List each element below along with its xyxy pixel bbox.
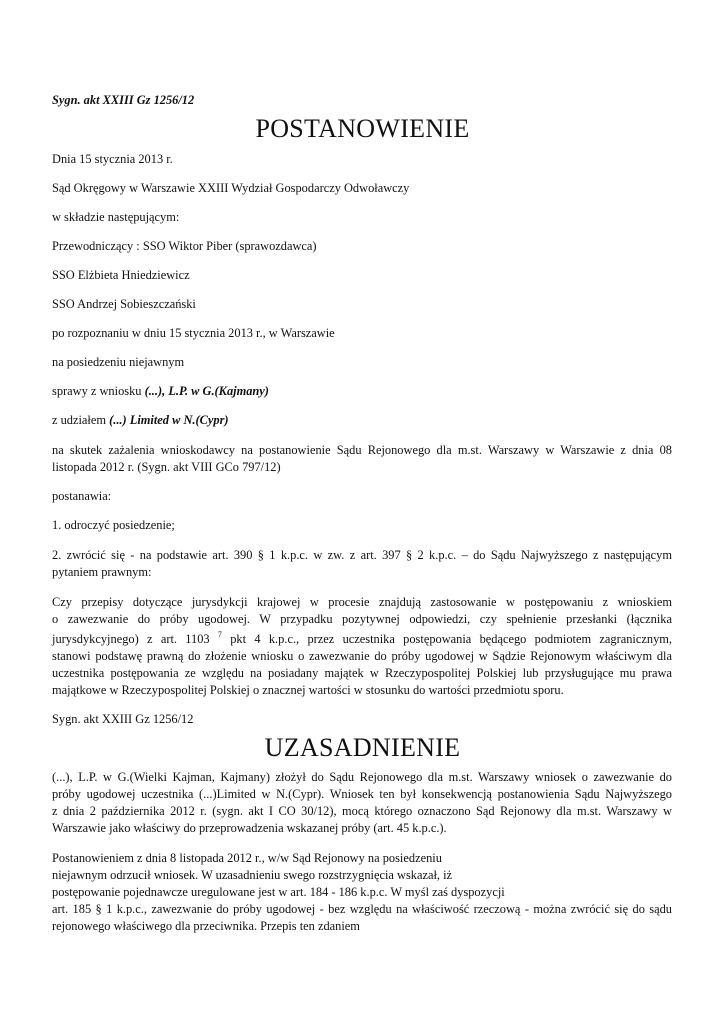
document-title: POSTANOWIENIE bbox=[255, 114, 470, 143]
justification-case-reference: Sygn. akt XXIII Gz 1256/12 bbox=[52, 712, 194, 726]
legal-question-line: o zawezwanie do próby ugodowej. W przypadku pozytywnej odpowiedzi, czy spełnienie przesłanki (łącznika bbox=[52, 612, 672, 626]
ruling-point-2-line: 2. zwrócić się - na podstawie art. 390 § 1 k.p.c. w zw. z art. 397 § 2 k.p.c. – do Sądu Najwyższego z następującym bbox=[52, 548, 672, 562]
ruling-point-2-line: pytaniem prawnym: bbox=[52, 565, 152, 579]
case-line bbox=[52, 383, 672, 400]
legal-question-line: majątkowe w Rzeczypospolitej Polskiej o znacznej wartości w stosunku do wartości przedmiotu sporu. bbox=[52, 683, 564, 697]
justification-paragraph-line: (...), L.P. w G.(Wielki Kajman, Kajmany) złożył do Sądu Rejonowego dla m.st. Warszawy wniosek o zawezwanie do bbox=[52, 770, 672, 784]
article-superscript: 7 bbox=[217, 630, 222, 639]
participant-prefix: z udziałem bbox=[52, 413, 110, 427]
appeal-text-line: na skutek zażalenia wnioskodawcy na postanowienie Sądu Rejonowego dla m.st. Warszawy w Warszawie z dnia 08 bbox=[52, 443, 672, 457]
appeal-text-line: listopada 2012 r. (Sygn. akt VIII GCo 797/12) bbox=[52, 460, 281, 474]
question-text-b: pkt 4 k.p.c., przez uczestnika postępowania będącego podmiotem zagranicznym, bbox=[230, 632, 672, 646]
case-reference: Sygn. akt XXIII Gz 1256/12 bbox=[52, 93, 195, 107]
justification-paragraph-line: z dnia 2 października 2012 r. (sygn. akt I CO 30/12), mocą którego oznaczono Sąd Rejonowy dla m.st. Warszawy w bbox=[52, 804, 672, 818]
justification-paragraph-line: niejawnym odrzucił wniosek. W uzasadnieniu swego rozstrzygnięcia wskazał, iż bbox=[52, 868, 453, 882]
justification-paragraph-line: art. 185 § 1 k.p.c., zawezwanie do próby ugodowej - bez względu na właściwość rzeczową - można zwrócić się do sądu bbox=[52, 902, 672, 916]
justification-title: UZASADNIENIE bbox=[264, 733, 461, 762]
presiding-judge: Przewodniczący : SSO Wiktor Piber (sprawozdawca) bbox=[52, 239, 317, 253]
court-name: Sąd Okręgowy w Warszawie XXIII Wydział Gospodarczy Odwoławczy bbox=[52, 181, 410, 195]
ruling-intro: postanawia: bbox=[52, 489, 112, 503]
participant-line bbox=[52, 412, 672, 429]
participant-name: (...) Limited w N.(Cypr) bbox=[109, 413, 229, 427]
case-prefix: sprawy z wniosku bbox=[52, 384, 145, 398]
decision-date: Dnia 15 stycznia 2013 r. bbox=[52, 152, 173, 166]
justification-paragraph-line: Warszawie jako właściwy do przeprowadzenia wskazanej próby (art. 45 k.p.c.). bbox=[52, 821, 447, 835]
legal-question-line: uczestnika postępowania ze względu na posiadany majątek w Rzeczypospolitej Polskiej lub przysługujące mu prawa bbox=[52, 666, 672, 680]
judge-2: SSO Elżbieta Hniedziewicz bbox=[52, 268, 190, 282]
composition-intro: w składzie następującym: bbox=[52, 210, 180, 224]
hearing-line: po rozpoznaniu w dniu 15 stycznia 2013 r., w Warszawie bbox=[52, 326, 335, 340]
applicant-name: (...), L.P. w G.(Kajmany) bbox=[144, 384, 269, 398]
justification-paragraph-line: Postanowieniem z dnia 8 listopada 2012 r., w/w Sąd Rejonowy na posiedzeniu bbox=[52, 851, 442, 865]
ruling-point-1: 1. odroczyć posiedzenie; bbox=[52, 518, 175, 532]
legal-question-line: stanowi podstawę prawną do złożenie wniosku o zawezwanie do próby ugodowej w Sądzie Rejonowym właściwym dla bbox=[52, 649, 672, 663]
judge-3: SSO Andrzej Sobieszczański bbox=[52, 297, 196, 311]
justification-paragraph-line: próby ugodowej uczestnika (...)Limited w N.(Cypr). Wniosek ten był konsekwencją postanowienia Sądu Najwyższego bbox=[52, 787, 672, 801]
question-text-a: jurysdykcyjnego) z art. 1103 bbox=[52, 632, 210, 646]
legal-question-line bbox=[52, 631, 672, 648]
legal-question-line: Czy przepisy dotyczące jurysdykcji krajowej w procesie znajdują zastosowanie w postępowaniu z wnioskiem bbox=[52, 595, 672, 609]
justification-paragraph-line: rejonowego właściwego dla przeciwnika. Przepis ten zdaniem bbox=[52, 919, 360, 933]
session-line: na posiedzeniu niejawnym bbox=[52, 355, 185, 369]
justification-paragraph-line: postępowanie pojednawcze uregulowane jest w art. 184 - 186 k.p.c. W myśl zaś dyspozycji bbox=[52, 885, 505, 899]
